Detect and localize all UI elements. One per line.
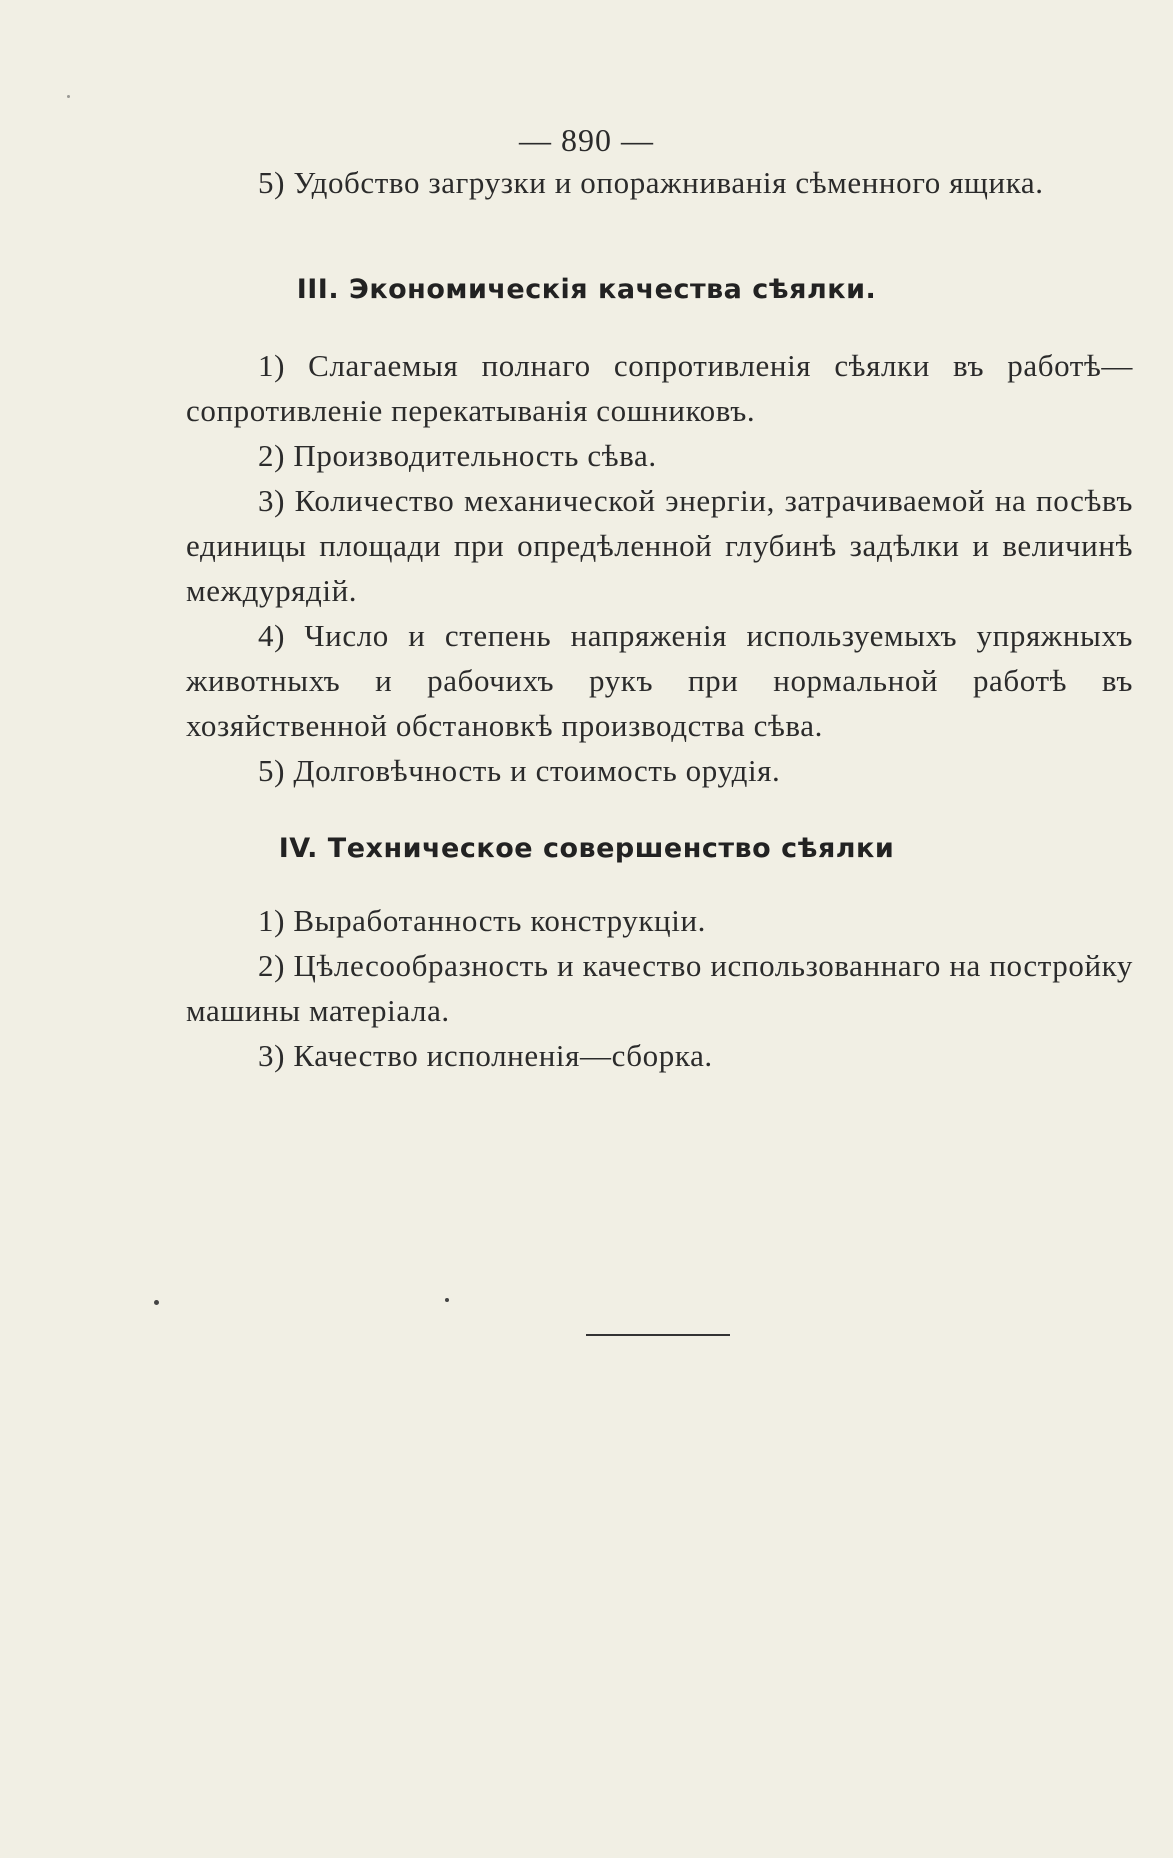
ink-speck xyxy=(154,1300,159,1305)
section-iv-list xyxy=(186,898,1133,1078)
section-ii-tail xyxy=(186,160,1133,205)
list-item: 5) Удобство загрузки и опоражниванія сѣменного ящика. xyxy=(258,165,1044,200)
list-item: 2) Цѣлесообразность и качество использованнаго на постройку машины матеріала. xyxy=(186,948,1133,1028)
list-item: 3) Количество механической энергіи, затрачиваемой на посѣвъ единицы площади при опредѣленной глубинѣ задѣлки и величинѣ междурядій. xyxy=(186,483,1133,608)
list-item: 2) Производительность сѣва. xyxy=(258,438,657,473)
list-item: 4) Число и степень напряженія используемыхъ упряжныхъ животныхъ и рабочихъ рукъ при нормальной работѣ въ хозяйственной обстановкѣ производства сѣва. xyxy=(186,618,1133,743)
list-item: 3) Качество исполненія—сборка. xyxy=(258,1038,713,1073)
section-iii-list xyxy=(186,343,1133,793)
list-item: 1) Выработанность конструкціи. xyxy=(258,903,706,938)
ink-speck xyxy=(445,1298,449,1302)
list-item: 1) Слагаемыя полнаго сопротивленія сѣялки въ работѣ—сопротивленіе перекатыванія сошниковъ. xyxy=(186,348,1133,428)
list-item: 5) Долговѣчность и стоимость орудія. xyxy=(258,753,781,788)
page-number: — 890 — xyxy=(519,122,654,158)
section-iii-heading: III. Экономическія качества сѣялки. xyxy=(296,274,877,305)
section-iv-heading: IV. Техническое совершенство сѣялки xyxy=(278,833,895,864)
ink-speck xyxy=(67,95,70,98)
end-rule xyxy=(586,1334,730,1336)
